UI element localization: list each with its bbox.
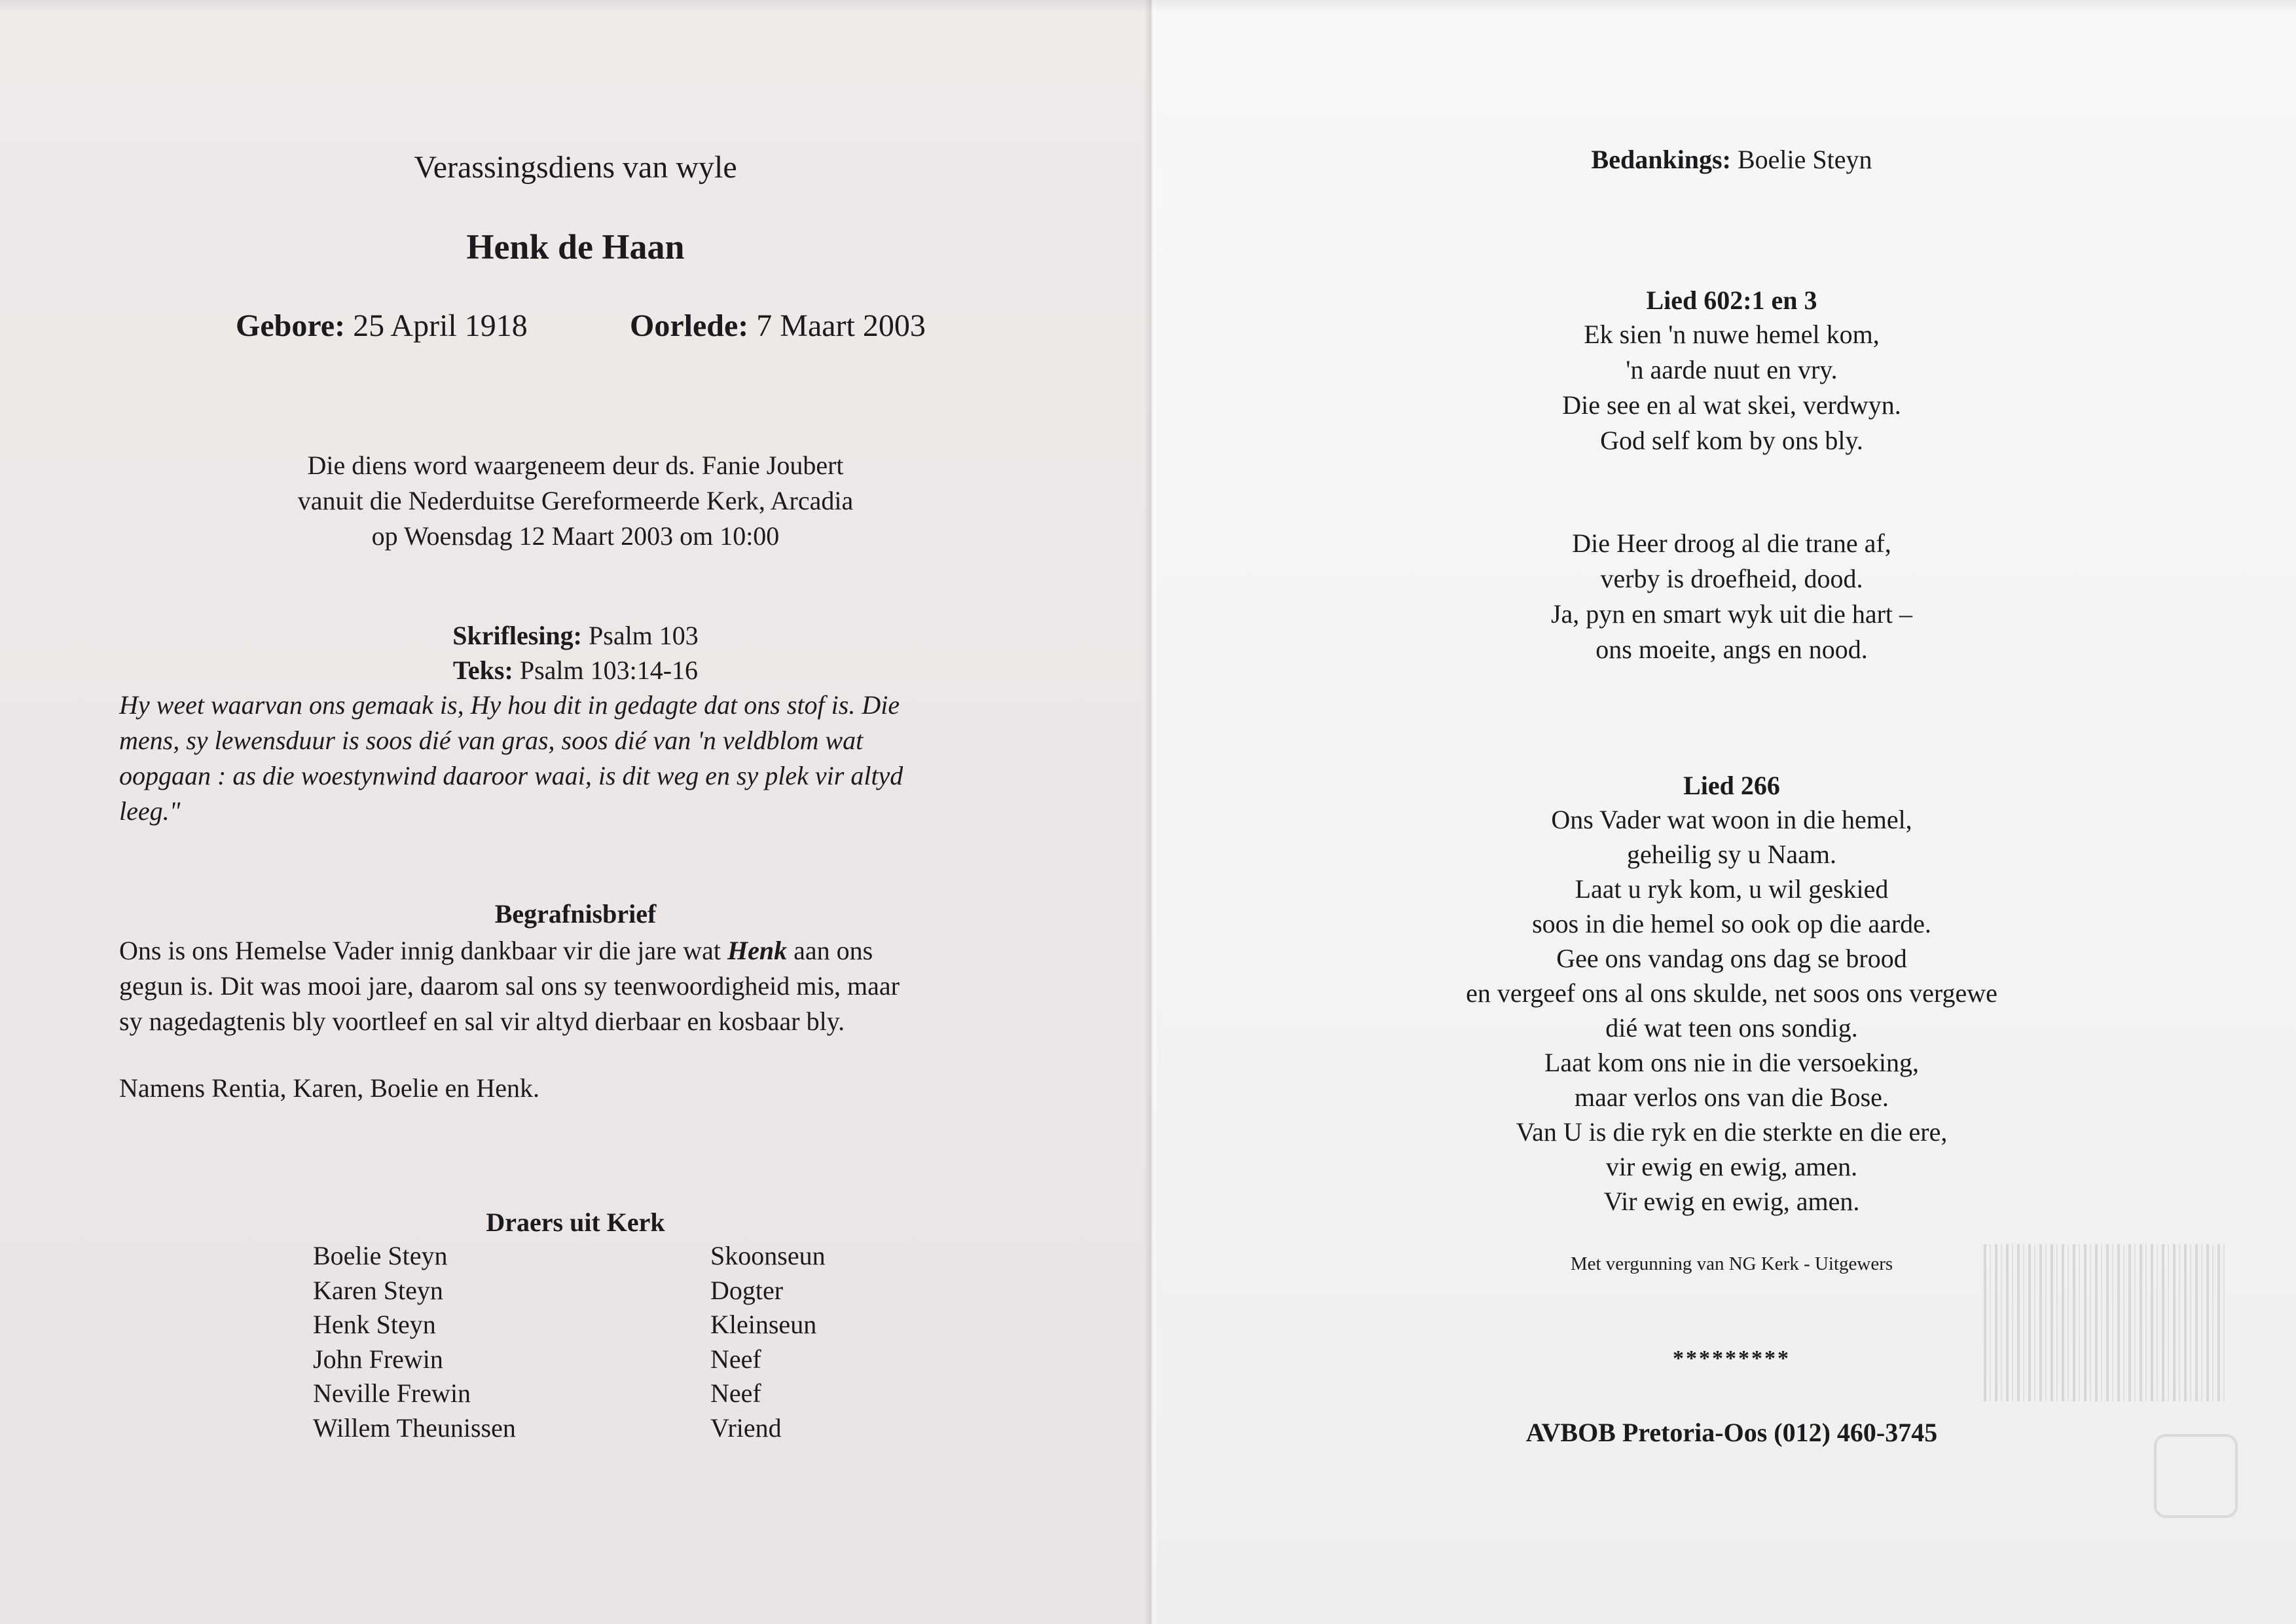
bearer-name: Boelie Steyn <box>313 1241 448 1270</box>
bearer-relation: Neef <box>710 1344 761 1374</box>
letter-line: sy nagedagtenis bly voortleef en sal vir altyd dierbaar en kosbaar bly. <box>119 1006 845 1036</box>
scripture-line: mens, sy lewensduur is soos dié van gras, soos dié van 'n veldblom wat <box>119 726 864 755</box>
letter-after-name: aan ons <box>787 936 873 965</box>
paper-edge <box>0 0 2296 12</box>
bearer-relation: Skoonseun <box>710 1241 826 1270</box>
letter-line <box>119 933 1070 969</box>
born-date <box>236 308 528 344</box>
hymn-line: Ons Vader wat woon in die hemel, <box>1551 805 1912 834</box>
letter-name: Henk <box>727 936 788 965</box>
scripture-line: oopgaan : as die woestynwind daaroor waai, is dit weg en sy plek vir altyd <box>119 761 903 790</box>
thanks-value: Boelie Steyn <box>1737 145 1872 174</box>
barcode-mark <box>1984 1244 2226 1401</box>
service-line: op Woensdag 12 Maart 2003 om 10:00 <box>371 521 780 551</box>
bearer-relation: Vriend <box>710 1412 782 1443</box>
scripture-line: Hy weet waarvan ons gemaak is, Hy hou dit in gedagte dat ons stof is. Die <box>119 690 900 720</box>
separator: ********* <box>1673 1346 1791 1371</box>
bearer-name: Henk Steyn <box>313 1310 436 1339</box>
bearer-name: John Frewin <box>313 1344 443 1374</box>
hymn-line: God self kom by ons bly. <box>1600 426 1863 455</box>
permission-note: Met vergunning van NG Kerk - Uitgewers <box>1570 1253 1893 1274</box>
scripture-reading <box>0 620 1151 651</box>
bearers-title: Draers uit Kerk <box>486 1208 665 1237</box>
sermon-text <box>0 655 1151 686</box>
scripture-quote <box>119 688 1070 829</box>
letter-title: Begrafnisbrief <box>494 899 657 929</box>
hymn-line: Van U is die ryk en die sterkte en die ere, <box>1516 1117 1948 1147</box>
hymn-line: Gee ons vandag ons dag se brood <box>1556 944 1907 973</box>
hymn-line: en vergeef ons al ons skulde, net soos ons vergewe <box>1466 978 1997 1008</box>
died-value: 7 Maart 2003 <box>756 308 926 343</box>
hymn-line: dié wat teen ons sondig. <box>1605 1013 1858 1043</box>
watermark-logo-icon <box>2154 1434 2238 1518</box>
hymn-line: Die see en al wat skei, verdwyn. <box>1562 390 1901 420</box>
bearer-name: Karen Steyn <box>313 1275 443 1305</box>
hymn-line: Laat kom ons nie in die versoeking, <box>1544 1048 1920 1077</box>
hymn-line: geheilig sy u Naam. <box>1627 840 1836 869</box>
letter-signoff: Namens Rentia, Karen, Boelie en Henk. <box>119 1073 540 1103</box>
hymn2-lyrics <box>1151 802 2296 1219</box>
hymn-line: soos in die hemel so ook op die aarde. <box>1532 909 1931 938</box>
hymn-line: Vir ewig en ewig, amen. <box>1603 1187 1860 1216</box>
letter-line: gegun is. Dit was mooi jare, daarom sal ons sy teenwoordigheid mis, maar <box>119 971 900 1001</box>
hymn-line: Laat u ryk kom, u wil geskied <box>1575 874 1889 904</box>
reading-value: Psalm 103 <box>589 621 699 650</box>
hymn2-title: Lied 266 <box>1683 771 1780 800</box>
deceased-name: Henk de Haan <box>466 227 685 267</box>
text-value: Psalm 103:14-16 <box>519 655 699 685</box>
hymn-line: maar verlos ons van die Bose. <box>1575 1082 1889 1112</box>
bearer-relation: Dogter <box>710 1275 784 1305</box>
letter-before-name: Ons is ons Hemelse Vader innig dankbaar vir die jare wat <box>119 936 728 965</box>
hymn1-title: Lied 602:1 en 3 <box>1646 286 1817 315</box>
hymn-line: 'n aarde nuut en vry. <box>1626 355 1838 384</box>
hymn-line: Ek sien 'n nuwe hemel kom, <box>1584 320 1880 349</box>
thanks-label: Bedankings: <box>1591 145 1731 174</box>
born-label: Gebore: <box>236 308 346 343</box>
bearer-name: Willem Theunissen <box>313 1412 516 1443</box>
bearers-names <box>313 1239 516 1445</box>
hymn1-verse1 <box>1151 317 2296 458</box>
hymn-line: verby is droefheid, dood. <box>1600 564 1863 593</box>
bearers-relations <box>710 1239 826 1445</box>
hymn-line: Die Heer droog al die trane af, <box>1572 528 1891 558</box>
undertaker-contact: AVBOB Pretoria-Oos (012) 460-3745 <box>1525 1418 1938 1447</box>
died-label: Oorlede: <box>630 308 749 343</box>
bearer-name: Neville Frewin <box>313 1378 471 1408</box>
hymn-line: ons moeite, angs en nood. <box>1595 635 1868 664</box>
service-heading: Verassingsdiens van wyle <box>414 150 737 185</box>
died-date <box>630 308 926 344</box>
service-details <box>0 448 1151 554</box>
bearer-relation: Kleinseun <box>710 1310 817 1339</box>
service-line: Die diens word waargeneem deur ds. Fanie Joubert <box>307 451 844 480</box>
thanks-line <box>1151 144 2296 175</box>
service-line: vanuit die Nederduitse Gereformeerde Kerk, Arcadia <box>297 486 854 515</box>
bearer-relation: Neef <box>710 1378 761 1408</box>
hymn1-verse2 <box>1151 526 2296 667</box>
reading-label: Skriflesing: <box>452 621 582 650</box>
funeral-letter <box>119 933 1070 1039</box>
born-value: 25 April 1918 <box>353 308 528 343</box>
text-label: Teks: <box>452 655 513 685</box>
hymn-line: Ja, pyn en smart wyk uit die hart – <box>1550 599 1913 629</box>
scripture-line: leeg." <box>119 796 181 826</box>
hymn-line: vir ewig en ewig, amen. <box>1605 1152 1858 1181</box>
